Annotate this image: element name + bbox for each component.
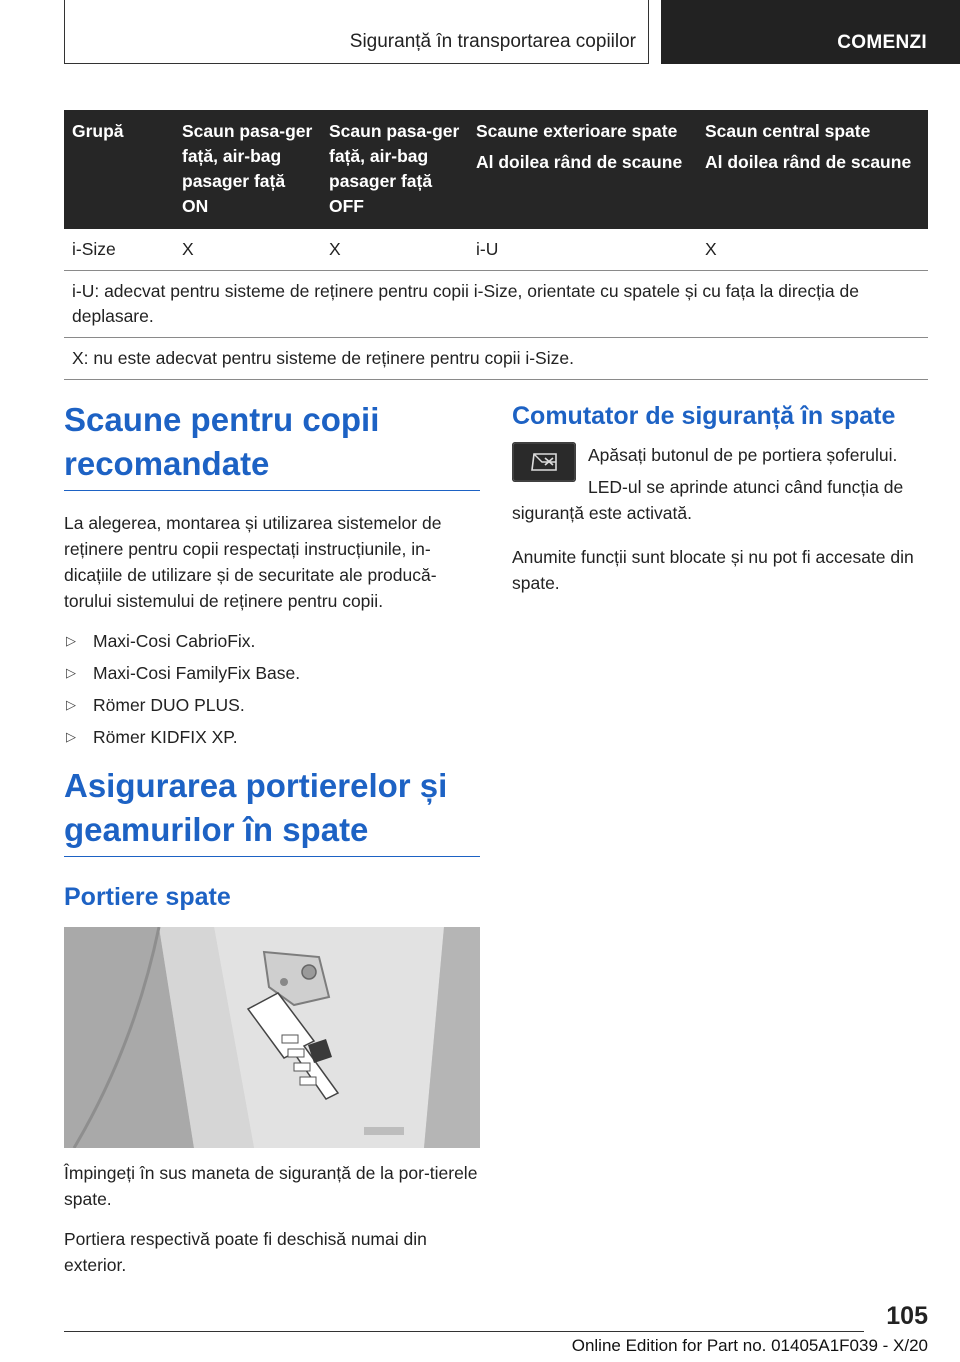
instruction-press-button: Apăsați butonul de pe portiera șoferului. bbox=[588, 445, 898, 465]
table-note: i-U: adecvat pentru sisteme de reținere pentru copii i-Size, orientate cu spatele și cu fața la direcția de deplasare. bbox=[64, 271, 928, 338]
table-note: X: nu este adecvat pentru sisteme de reținere pentru copii i-Size. bbox=[64, 338, 928, 380]
door-illustration bbox=[64, 927, 480, 1148]
triangle-bullet-icon: ▷ bbox=[66, 729, 76, 744]
footer-divider bbox=[64, 1331, 864, 1332]
led-description: LED-ul se aprinde atunci când funcția de siguranță este activată. bbox=[512, 477, 904, 523]
heading-recommended-seats: Scaune pentru copii recomandate bbox=[64, 398, 480, 491]
table-note-row bbox=[64, 271, 928, 338]
table-header-row bbox=[64, 110, 928, 229]
header-rear-outer: Scaune exterioare spate Al doilea rând de scaune bbox=[468, 110, 697, 229]
triangle-bullet-icon: ▷ bbox=[66, 697, 76, 712]
section-label: COMENZI bbox=[837, 32, 927, 53]
list-item: ▷ Römer DUO PLUS. bbox=[64, 692, 480, 718]
list-item: ▷ Römer KIDFIX XP. bbox=[64, 724, 480, 750]
header-group: Grupă bbox=[64, 110, 174, 229]
list-item: ▷ Maxi-Cosi CabrioFix. bbox=[64, 628, 480, 654]
table-cell: i-U bbox=[468, 229, 697, 271]
table-note-row bbox=[64, 338, 928, 380]
triangle-bullet-icon: ▷ bbox=[66, 665, 76, 680]
heading-rear-safety-switch: Comutator de siguranță în spate bbox=[512, 402, 896, 430]
edition-note: Online Edition for Part no. 01405A1F039 - X/20 bbox=[571, 1336, 928, 1355]
heading-rear-doors: Portiere spate bbox=[64, 883, 231, 911]
heading-door-window-lock: Asigurarea portierelor și geamurilor în spate bbox=[64, 764, 480, 857]
triangle-bullet-icon: ▷ bbox=[66, 633, 76, 648]
caption-open-outside: Portiera respectivă poate fi deschisă numai din exterior. bbox=[64, 1229, 427, 1275]
header-bar bbox=[64, 0, 649, 64]
window-lock-button-icon bbox=[512, 442, 576, 482]
caption-push-lever: Împingeți în sus maneta de siguranță de la por-tierele spate. bbox=[64, 1163, 478, 1209]
table-cell: X bbox=[697, 229, 928, 271]
door-lock-illustration bbox=[64, 927, 480, 1148]
header-rear-center: Scaun central spate Al doilea rând de scaune bbox=[697, 110, 928, 229]
page-number: 105 bbox=[886, 1302, 928, 1330]
left-column-lower bbox=[64, 764, 480, 1278]
left-column bbox=[64, 398, 480, 756]
header-front-on: Scaun pasa-ger față, air-bag pasager față ON bbox=[174, 110, 321, 229]
section-tab bbox=[661, 0, 960, 64]
table-cell: i-Size bbox=[64, 229, 174, 271]
table-cell: X bbox=[174, 229, 321, 271]
intro-paragraph: La alegerea, montarea și utilizarea sistemelor de reținere pentru copii respectați instrucțiunile, in-dicațiile de utilizare și de securitate ale producă-torului sistemului de reținere pentru copii. bbox=[64, 513, 442, 611]
right-column bbox=[512, 398, 928, 596]
child-seat-table bbox=[64, 110, 928, 380]
switch-description bbox=[512, 442, 928, 526]
header-front-off: Scaun pasa-ger față, air-bag pasager față OFF bbox=[321, 110, 468, 229]
table-row bbox=[64, 229, 928, 271]
blocked-functions: Anumite funcții sunt blocate și nu pot fi accesate din spate. bbox=[512, 547, 914, 593]
running-title: Siguranță în transportarea copiilor bbox=[349, 31, 636, 52]
seat-list bbox=[64, 628, 480, 750]
list-item: ▷ Maxi-Cosi FamilyFix Base. bbox=[64, 660, 480, 686]
table-cell: X bbox=[321, 229, 468, 271]
